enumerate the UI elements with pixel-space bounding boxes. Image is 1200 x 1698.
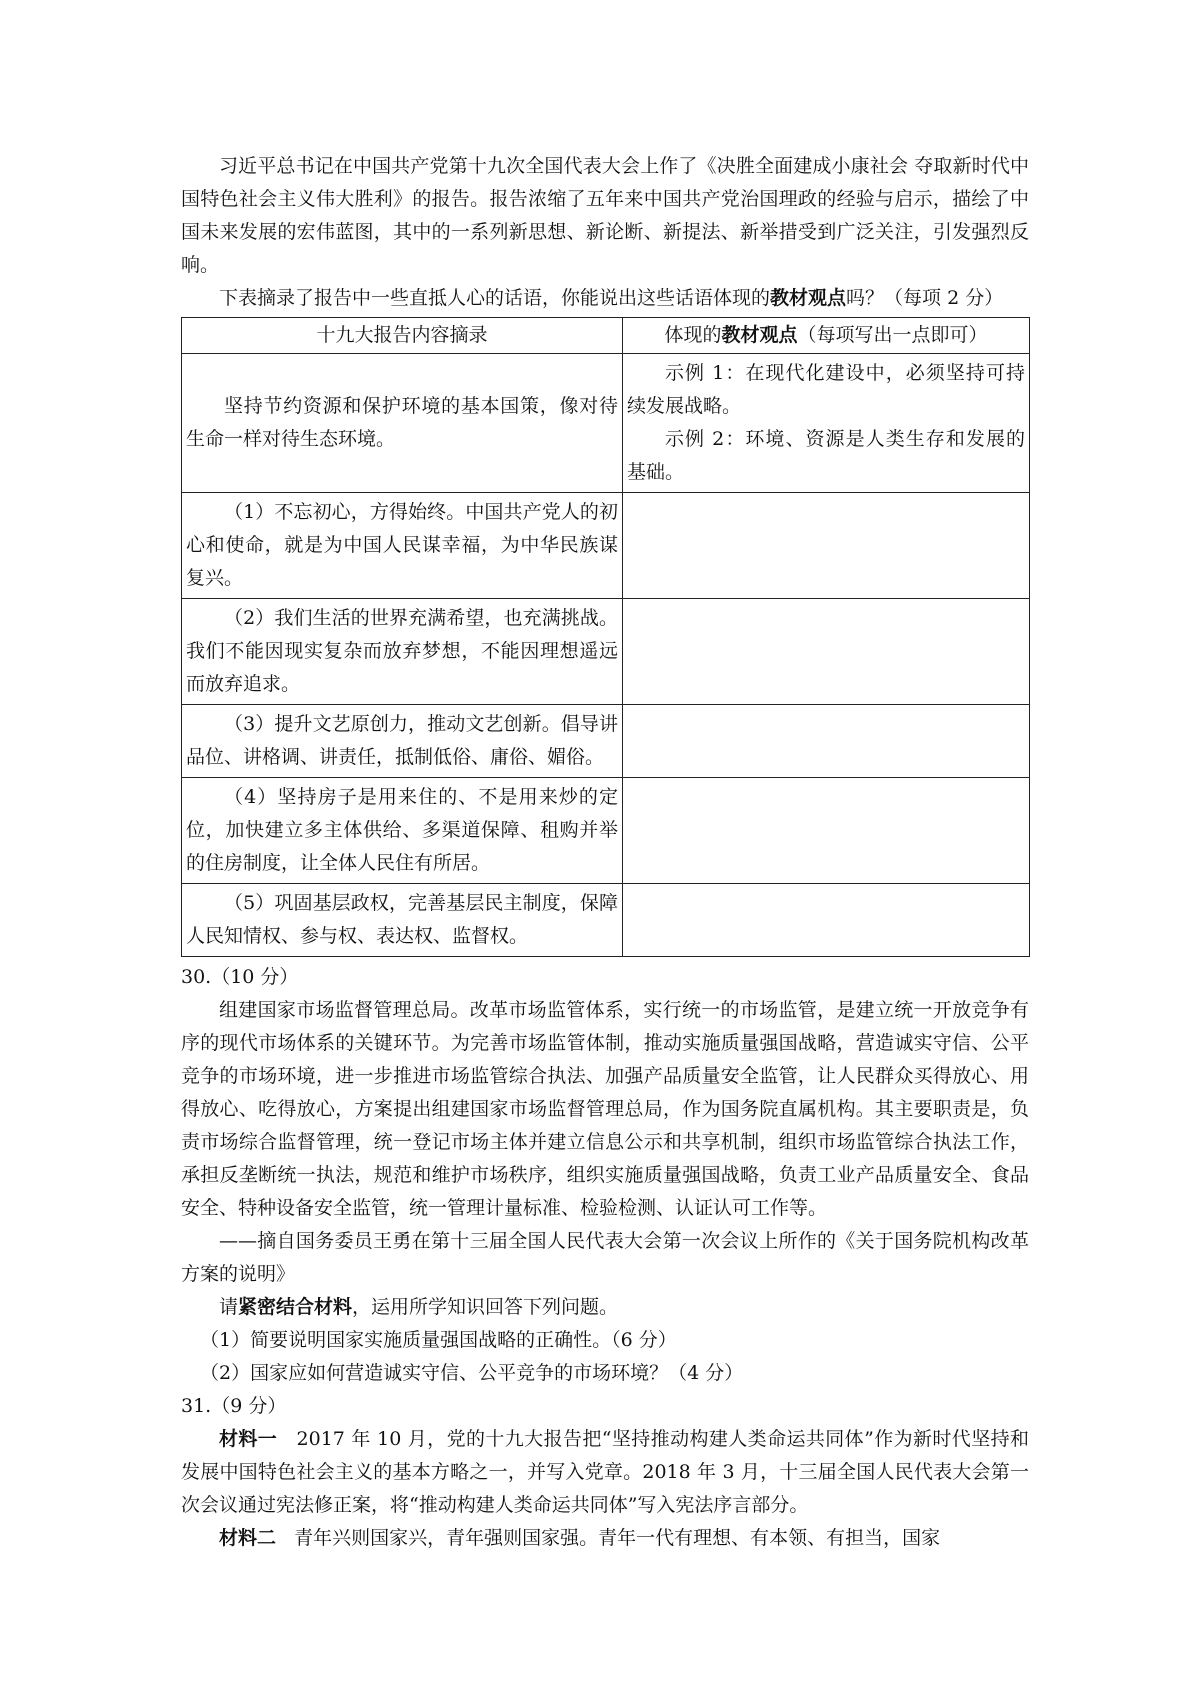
instruction-text-b: 吗？（每项 2 分） [846,287,1004,309]
question-31-material-1 [181,1423,1029,1522]
table-row [182,493,1030,599]
example-excerpt-cell [182,354,623,493]
question-30-sub-2: （2）国家应如何营造诚实守信、公平竞争的市场环境？（4 分） [200,1362,744,1384]
example-1: 示例 1：在现代化建设中，必须坚持可持续发展战略。 [627,362,1025,417]
q30-instr-b: ，运用所学知识回答下列问题。 [352,1296,619,1318]
example-excerpt: 坚持节约资源和保护环境的基本国策，像对待生命一样对待生态环境。 [186,395,618,450]
answer-cell-4[interactable] [623,778,1030,884]
m1-label: 材料一 [219,1428,278,1450]
example-answer-cell [623,354,1030,493]
exam-page [181,150,1029,1555]
excerpt-1: （1）不忘初心，方得始终。中国共产党人的初心和使命，就是为中国人民谋幸福，为中华民族谋复兴。 [186,501,618,589]
intro-paragraph: 习近平总书记在中国共产党第十九次全国代表大会上作了《决胜全面建成小康社会 夺取新时代中国特色社会主义伟大胜利》的报告。报告浓缩了五年来中国共产党治国理政的经验与启示，描绘了中国未来发展的宏伟蓝图，其中的一系列新思想、新论断、新提法、新举措受到广泛关注，引发强烈反响。 [181,155,1029,276]
excerpt-cell [182,493,623,599]
instruction-bold: 教材观点 [770,287,847,309]
question-31-material-2 [181,1522,1029,1555]
excerpt-cell [182,599,623,705]
question-30-sub-1: （1）简要说明国家实施质量强国战略的正确性。（6 分） [200,1329,677,1351]
answer-cell-3[interactable] [623,705,1030,778]
report-excerpt-table [181,317,1030,957]
excerpt-cell [182,705,623,778]
m1-text: 2017 年 10 月，党的十九大报告把“坚持推动构建人类命运共同体”作为新时代坚持和发展中国特色社会主义的基本方略之一，并写入党章。2018 年 3 月，十三届全国人民代表大会第一次会议通过宪法修正案，将“推动构建人类命运共同体”写入宪法序言部分。 [181,1428,1029,1516]
table-header-row [182,318,1030,354]
question-30-number: 30.（10 分） [181,966,299,988]
table-row [182,599,1030,705]
excerpt-2: （2）我们生活的世界充满希望，也充满挑战。我们不能因现实复杂而放弃梦想，不能因理想遥远而放弃追求。 [186,607,618,695]
table-row [182,884,1030,957]
question-30-source: ——摘自国务委员王勇在第十三届全国人民代表大会第一次会议上所作的《关于国务院机构改革方案的说明》 [181,1230,1029,1285]
excerpt-cell [182,884,623,957]
question-30-material: 组建国家市场监督管理总局。改革市场监管体系，实行统一的市场监管，是建立统一开放竞争有序的现代市场体系的关键环节。为完善市场监管体制，推动实施质量强国战略，营造诚实守信、公平竞争的市场环境，进一步推进市场监管综合执法、加强产品质量安全监管，让人民群众买得放心、用得放心、吃得放心，方案提出组建国家市场监督管理总局，作为国务院直属机构。其主要职责是，负责市场综合监督管理，统一登记市场主体并建立信息公示和共享机制，组织市场监管综合执法工作，承担反垄断统一执法，规范和维护市场秩序，组织实施质量强国战略，负责工业产品质量安全、食品安全、特种设备安全监管，统一管理计量标准、检验检测、认证认可工作等。 [181,999,1029,1219]
m2-label: 材料二 [219,1527,277,1549]
answer-cell-5[interactable] [623,884,1030,957]
table-row [182,778,1030,884]
table-instruction [181,282,1029,315]
question-31-number: 31.（9 分） [181,1395,287,1417]
example-2: 示例 2：环境、资源是人类生存和发展的基础。 [627,428,1025,483]
question-30-instruction [181,1291,1029,1324]
answer-cell-1[interactable] [623,493,1030,599]
answer-cell-2[interactable] [623,599,1030,705]
table-row-example [182,354,1030,493]
excerpt-5: （5）巩固基层政权，完善基层民主制度，保障人民知情权、参与权、表达权、监督权。 [186,892,618,947]
excerpt-3: （3）提升文艺原创力，推动文艺创新。倡导讲品位、讲格调、讲责任，抵制低俗、庸俗、媚俗。 [186,713,618,768]
header-viewpoint [623,318,1030,354]
excerpt-4: （4）坚持房子是用来住的、不是用来炒的定位，加快建立多主体供给、多渠道保障、租购并举的住房制度，让全体人民住有所居。 [186,786,618,874]
header-viewpoint-a: 体现的 [664,324,722,346]
q30-instr-a: 请 [219,1296,239,1318]
q30-instr-bold: 紧密结合材料 [238,1296,353,1318]
instruction-text-a: 下表摘录了报告中一些直抵人心的话语，你能说出这些话语体现的 [219,287,771,309]
table-row [182,705,1030,778]
header-viewpoint-b: （每项写出一点即可） [797,324,988,346]
header-excerpt: 十九大报告内容摘录 [182,318,623,354]
m2-text: 青年兴则国家兴，青年强则国家强。青年一代有理想、有本领、有担当，国家 [294,1527,941,1549]
excerpt-cell [182,778,623,884]
header-viewpoint-bold: 教材观点 [721,324,798,346]
